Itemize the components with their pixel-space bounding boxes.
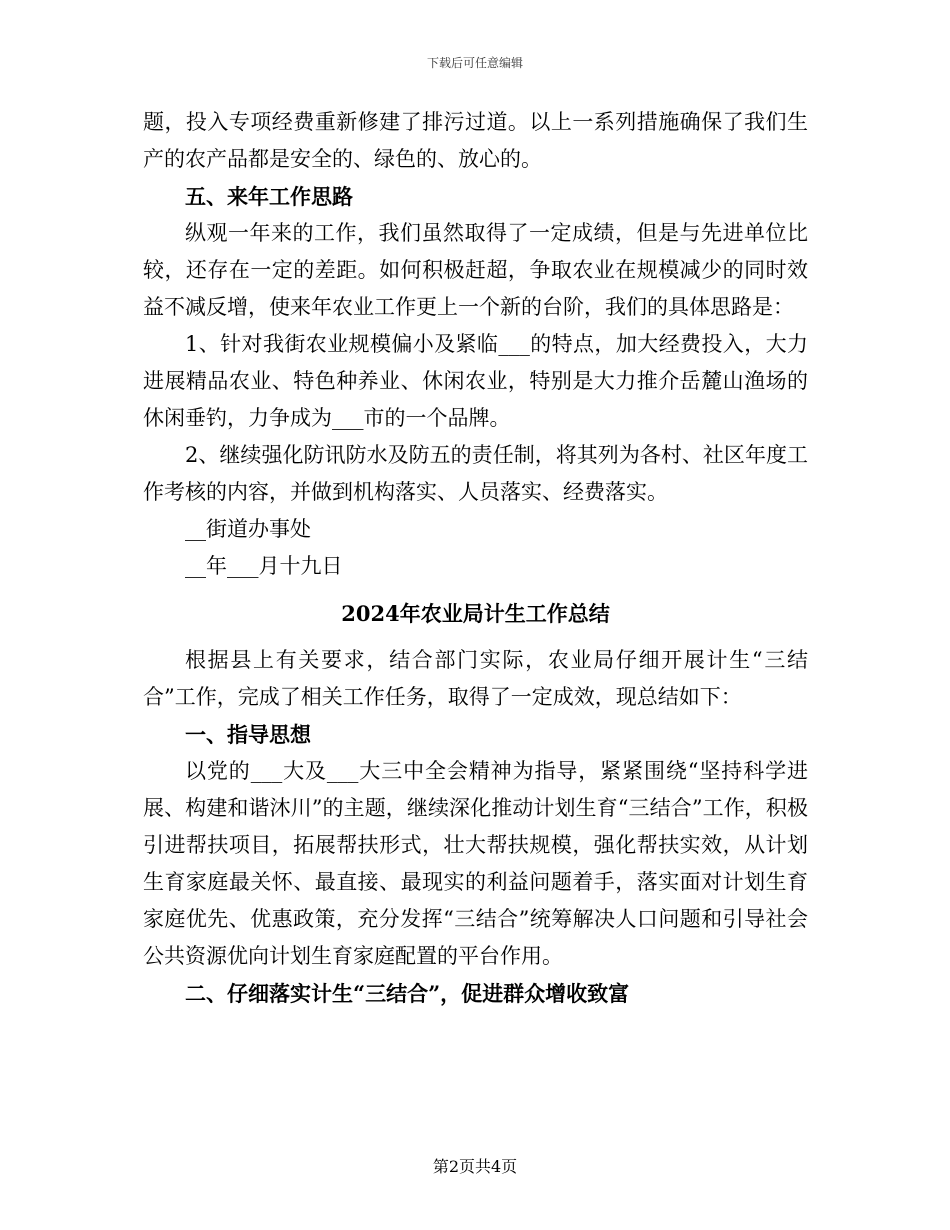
section-heading-1: 一、指导思想: [185, 722, 311, 747]
date-line: __年___月十九日: [185, 554, 343, 578]
signature-line: __街道办事处: [185, 517, 311, 541]
plan-item-1: 1、针对我街农业规模偏小及紧临___的特点，加大经费投入，大力进展精品农业、特色种养业、休闲农业，特别是大力推介岳麓山渔场的休闲垂钓，力争成为___市的一个品牌。: [143, 332, 808, 430]
guiding-paragraph: 以党的___大及___大三中全会精神为指导，紧紧围绕“坚持科学进展、构建和谐沐川”的主题，继续深化推动计划生育“三结合”工作，积极引进帮扶项目，拓展帮扶形式，壮大帮扶规模，强化帮扶实效，从计划生育家庭最关怀、最直接、最现实的利益问题着手，落实面对计划生育家庭优先、优惠政策，充分发挥“三结合”统筹解决人口问题和引导社会公共资源优向计划生育家庭配置的平台作用。: [143, 759, 808, 968]
page-footer: 第2页共4页: [432, 1157, 518, 1176]
page-header: 下载后可任意编辑: [426, 56, 523, 70]
section-heading-5: 五、来年工作思路: [185, 184, 353, 209]
intro-paragraph: 根据县上有关要求，结合部门实际，农业局仔细开展计生“三结合”工作，完成了相关工作任务，取得了一定成效，现总结如下：: [143, 648, 808, 709]
section-heading-2: 二、仔细落实计生“三结合”，促进群众增收致富: [185, 981, 630, 1006]
document-title: 2024年农业局计生工作总结: [341, 601, 610, 626]
document-body: [143, 104, 808, 1012]
continued-paragraph: 题，投入专项经费重新修建了排污过道。以上一系列措施确保了我们生产的农产品都是安全的、绿色的、放心的。: [143, 110, 808, 171]
plan-paragraph: 纵观一年来的工作，我们虽然取得了一定成绩，但是与先进单位比较，还存在一定的差距。如何积极赶超，争取农业在规模减少的同时效益不减反增，使来年农业工作更上一个新的台阶，我们的具体思路是：: [143, 221, 808, 319]
plan-item-2: 2、继续强化防讯防水及防五的责任制，将其列为各村、社区年度工作考核的内容，并做到机构落实、人员落实、经费落实。: [143, 443, 808, 504]
